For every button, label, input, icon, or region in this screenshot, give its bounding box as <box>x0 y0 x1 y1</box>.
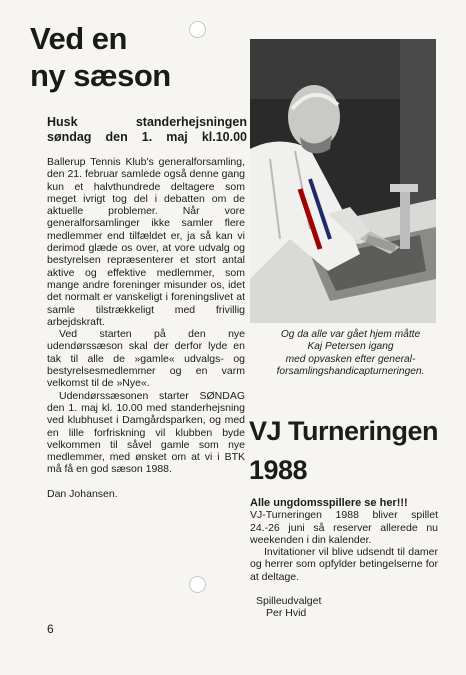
body-paragraph-3: Udendørssæsonen starter SØNDAG den 1. maj kl. 10.00 med standerhejsning ved klubhuset i Damgårdsparken, og med en lille forfriskning vil klubben byde velkommen til såvel gamle som nye medlemmer, med ønsket om at vi i BTK må få en god sæson 1988. <box>47 389 245 476</box>
vj-headline-line-2: 1988 <box>249 455 308 485</box>
body-paragraph-1: Ballerup Tennis Klub's generalforsamling, den 21. februar samlede også denne gang kun et halvthundrede deltagere som meget ivrigt tog del i debatten om de aktuelle problemer. Når vore generalforsamlinger ikke samler flere medlemmer end tilfældet er, ja så kan vi derimod glæde os over, at vore udvalg og bestyrelsen repræsenterer et stort antal aktive og effektive medlemmer, som mange andre foreninger misunder os, idet det normalt er vanskeligt i foreningslivet at samle tilstrækkeligt med frivillig arbejdskraft. <box>47 156 245 328</box>
body-paragraph-2: Ved starten på den nye udendørssæson skal der derfor lyde en tak til alle de »gamle« udvalgs- og bestyrelsesmedlemmer og en varm velkomst til de »Nye«. <box>47 328 245 390</box>
photo-caption <box>258 329 443 378</box>
article-signature: Dan Johansen. <box>47 487 118 500</box>
vj-signature <box>256 595 438 620</box>
vj-article-body <box>250 497 438 620</box>
caption-line-4: forsamlingshandicapturneringen. <box>276 365 425 377</box>
article-subheading <box>47 115 247 145</box>
headline-line-1: Ved en <box>30 21 127 56</box>
caption-line-1: Og da alle var gået hjem måtte <box>280 329 421 340</box>
subhead-line-1: Husk standerhejsningen <box>47 115 247 129</box>
headline-line-2: ny sæson <box>30 58 171 93</box>
caption-line-3: med opvasken efter general- <box>285 353 416 365</box>
punch-hole-top <box>189 21 206 38</box>
vj-signature-org: Spilleudvalget <box>256 595 322 608</box>
vj-headline <box>249 412 438 490</box>
vj-lead: Alle ungdomsspillere se her!!! <box>250 497 408 509</box>
article-body <box>47 156 245 500</box>
vj-signature-name: Per Hvid <box>266 607 307 620</box>
article-headline <box>30 20 171 94</box>
vj-headline-line-1: VJ Turneringen <box>249 416 439 446</box>
caption-line-2: Kaj Petersen igang <box>307 341 394 353</box>
page-number: 6 <box>47 622 54 636</box>
subhead-line-2: søndag den 1. maj kl.10.00 <box>47 130 247 144</box>
vj-paragraph-1: VJ-Turneringen 1988 bliver spillet 24.-26 juni så reserver allerede nu weekenden i din kalender. <box>250 509 438 546</box>
photo-man-washing-dishes <box>250 39 436 323</box>
punch-hole-bottom <box>189 576 206 593</box>
vj-paragraph-2: Invitationer vil blive udsendt til damer og herrer som opfylder betingelserne for at deltage. <box>250 546 438 583</box>
